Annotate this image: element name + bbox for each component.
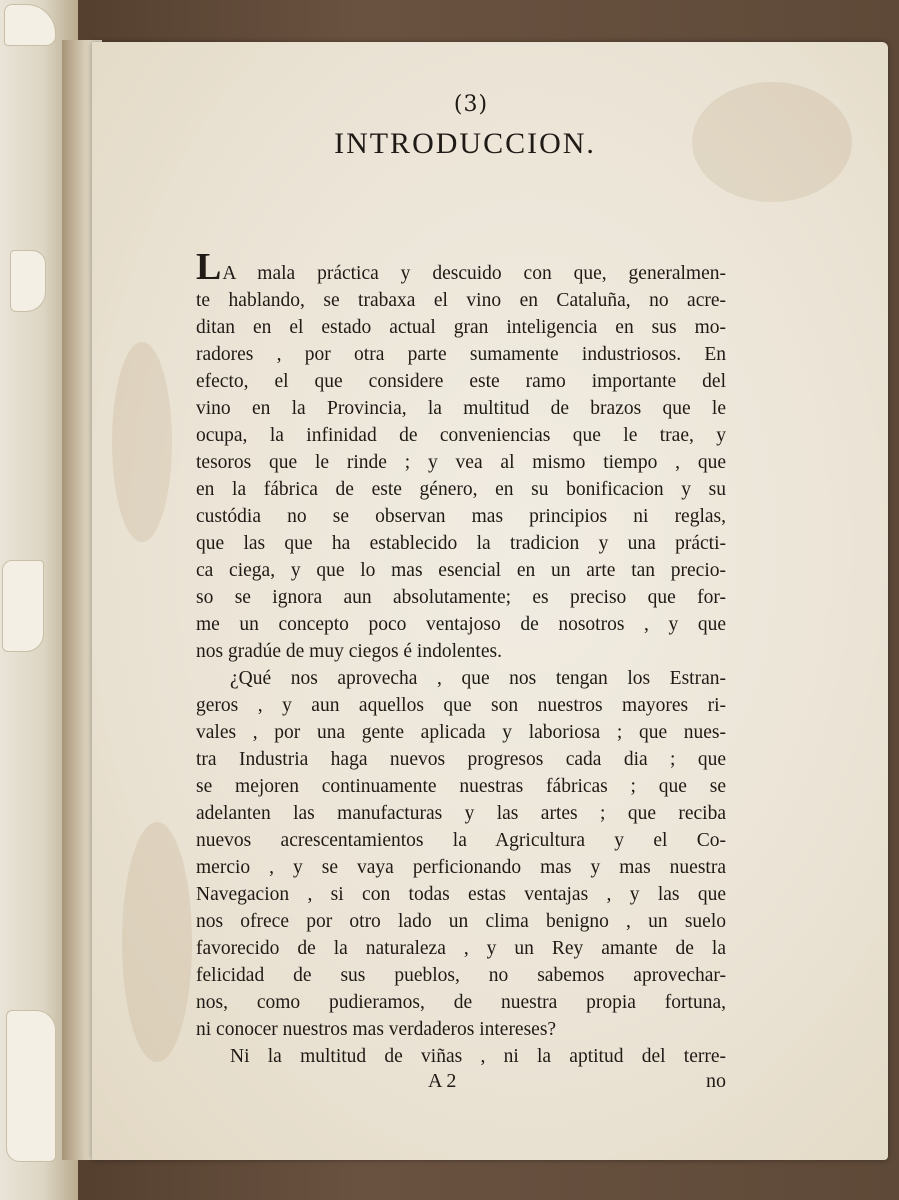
text-line	[196, 246, 726, 288]
text-line: nos gradúe de muy ciegos é indolentes.	[196, 641, 502, 662]
signature-mark: A 2	[428, 1070, 457, 1092]
paragraph-3	[196, 1043, 726, 1070]
paper-stain	[122, 822, 192, 1062]
text-line: ¿Qué nos aprovecha , que nos tengan los Estran-	[230, 668, 726, 689]
text-line: tra Industria haga nuevos progresos cada dia ; que	[196, 749, 726, 770]
text-line: custódia no se observan mas principios ni reglas,	[196, 506, 726, 527]
text-line: ca ciega, y que lo mas esencial en un arte tan precio-	[196, 560, 726, 581]
text-line: vino en la Provincia, la multitud de brazos que le	[196, 398, 726, 419]
text-line: felicidad de sus pueblos, no sabemos aprovechar-	[196, 965, 726, 986]
paragraph-2	[196, 665, 726, 1043]
text-line: se mejoren continuamente nuestras fábricas ; que se	[196, 776, 726, 797]
paragraph-1	[196, 246, 726, 665]
text-line: te hablando, se trabaxa el vino en Cataluña, no acre-	[196, 290, 726, 311]
text-line: nos ofrece por otro lado un clima benigno , un suelo	[196, 911, 726, 932]
text-line: ocupa, la infinidad de conveniencias que le trae, y	[196, 425, 726, 446]
text-line: nuevos acrescentamientos la Agricultura y el Co-	[196, 830, 726, 851]
text-line: geros , y aun aquellos que son nuestros mayores ri-	[196, 695, 726, 716]
text-line: ditan en el estado actual gran inteligencia en sus mo-	[196, 317, 726, 338]
text-line: me un concepto poco ventajoso de nosotros , y que	[196, 614, 726, 635]
paper-stain	[112, 342, 172, 542]
page-text	[196, 92, 726, 1096]
page-number: (3)	[453, 92, 489, 117]
text-line: Navegacion , si con todas estas ventajas , y las que	[196, 884, 726, 905]
text-line: efecto, el que considere este ramo importante del	[196, 371, 726, 392]
text-line: radores , por otra parte sumamente industriosos. En	[196, 344, 726, 365]
paper-tear	[6, 1010, 56, 1162]
text-line: ni conocer nuestros mas verdaderos intereses?	[196, 1019, 557, 1040]
text-line: Ni la multitud de viñas , ni la aptitud del terre-	[230, 1046, 726, 1067]
text-line: adelanten las manufacturas y las artes ; que reciba	[196, 803, 726, 824]
text-line-content: A mala práctica y descuido con que, generalmen-	[222, 263, 726, 284]
text-line: que las que ha establecido la tradicion y una prácti-	[196, 533, 726, 554]
paper-tear	[2, 560, 44, 652]
catchword: no	[706, 1070, 726, 1092]
text-line: en la fábrica de este género, en su bonificacion y su	[196, 479, 726, 500]
text-line: nos, como pudieramos, de nuestra propia fortuna,	[196, 992, 726, 1013]
paper-tear	[10, 250, 46, 312]
paper-tear	[4, 4, 56, 46]
page-footer	[196, 1070, 726, 1096]
chapter-title: INTRODUCCION.	[334, 127, 596, 160]
text-line: tesoros que le rinde ; y vea al mismo tiempo , que	[196, 452, 726, 473]
text-line: favorecido de la naturaleza , y un Rey amante de la	[196, 938, 726, 959]
drop-cap: L	[196, 246, 222, 288]
text-line: mercio , y se vaya perficionando mas y mas nuestra	[196, 857, 726, 878]
text-line: vales , por una gente aplicada y laboriosa ; que nues-	[196, 722, 726, 743]
text-line: so se ignora aun absolutamente; es preciso que for-	[196, 587, 726, 608]
